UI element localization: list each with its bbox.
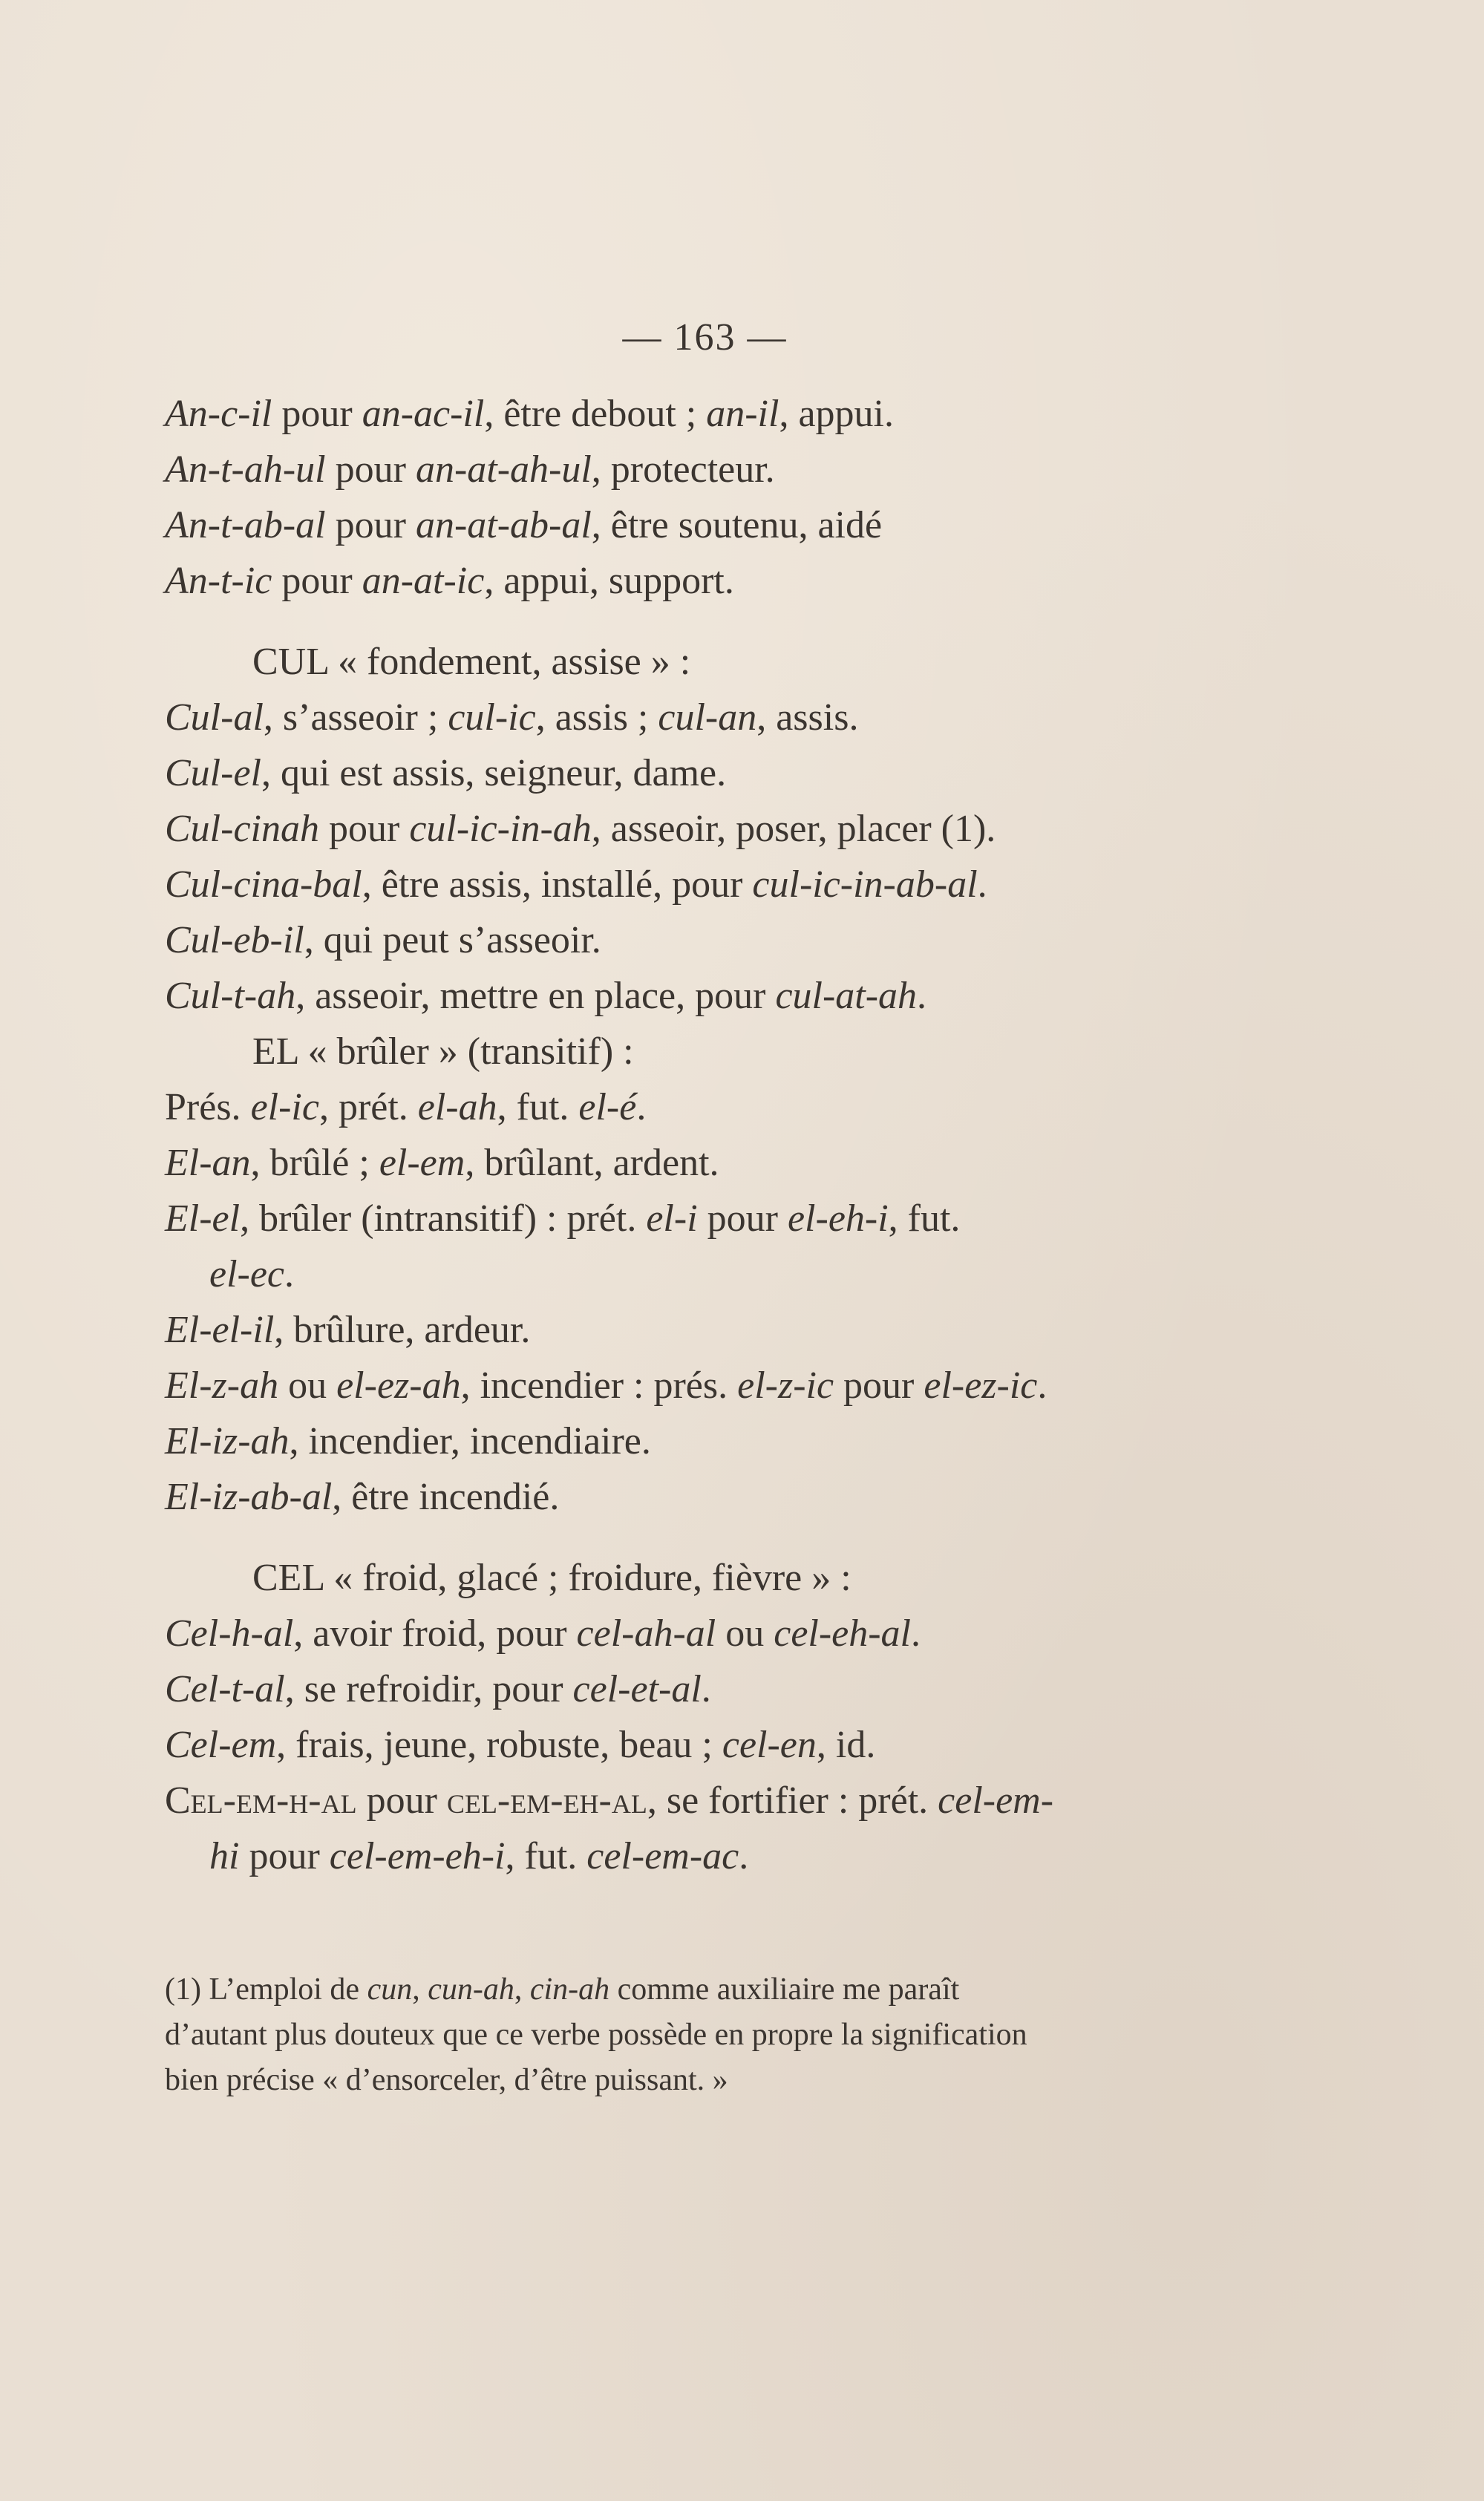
text-line — [165, 497, 1249, 553]
text-run: pour — [318, 808, 410, 850]
text-run: , être soutenu, aidé — [591, 504, 883, 546]
text-run: , brûlé ; — [250, 1142, 379, 1184]
text-run: , brûlure, ardeur. — [274, 1309, 531, 1351]
text-run: , incendier, incendiaire. — [289, 1420, 651, 1462]
text-run: Prés. — [165, 1086, 251, 1128]
text-run: pour — [272, 393, 362, 435]
italic-term: cul-ic-in-ah — [409, 808, 592, 850]
text-run: , appui. — [779, 393, 894, 435]
italic-term: an-at-ab-al — [415, 504, 592, 546]
italic-term: el-ez-ic — [924, 1364, 1038, 1407]
text-run: , — [412, 1972, 428, 2007]
text-line — [165, 1302, 1249, 1358]
italic-term: An-t-ah-ul — [165, 448, 326, 491]
text-run: . — [917, 975, 927, 1017]
text-run: . — [1037, 1364, 1047, 1407]
italic-term: el-em — [379, 1142, 465, 1184]
section-heading-cul — [165, 634, 1249, 690]
text-run: , fut. — [497, 1086, 579, 1128]
italic-term: hi — [209, 1835, 240, 1877]
text-run: , id. — [816, 1724, 876, 1766]
text-line — [165, 1773, 1249, 1828]
italic-term: an-ac-il — [362, 393, 485, 435]
text-line-continuation — [165, 1828, 1249, 1884]
italic-term: cel-ah-al — [576, 1612, 716, 1655]
italic-term: el-z-ic — [737, 1364, 834, 1407]
text-line — [165, 1661, 1249, 1717]
italic-term: el-ez-ah — [336, 1364, 461, 1407]
text-line — [165, 386, 1249, 442]
italic-term: Cul-al — [165, 696, 264, 739]
text-line — [165, 1413, 1249, 1469]
italic-term: cel-en — [722, 1724, 817, 1766]
italic-term: cel-et-al — [572, 1668, 702, 1710]
text-run: , brûler (intransitif) : prét. — [240, 1197, 647, 1240]
italic-term: An-t-ab-al — [165, 504, 326, 546]
text-line — [165, 553, 1249, 609]
italic-term: Cel-em — [165, 1724, 277, 1766]
text-run: pour — [239, 1835, 330, 1877]
italic-term: An-c-il — [165, 393, 272, 435]
italic-term: cul-an — [658, 696, 757, 739]
italic-term: cel-em-eh-i — [329, 1835, 506, 1877]
text-run: , qui peut s’asseoir. — [304, 919, 601, 961]
text-line — [165, 857, 1249, 912]
text-run: pour — [325, 504, 416, 546]
italic-term: El-iz-ah — [165, 1420, 290, 1462]
text-line — [165, 1717, 1249, 1773]
italic-term: el-ic — [250, 1086, 319, 1128]
italic-term: cel-em- — [938, 1779, 1054, 1822]
italic-term: Cul-cina-bal — [165, 863, 362, 906]
italic-term: el-i — [646, 1197, 698, 1240]
text-run: pour — [697, 1197, 788, 1240]
text-line — [165, 1191, 1249, 1246]
italic-term: el-ah — [417, 1086, 497, 1128]
text-run: pour — [834, 1364, 924, 1407]
text-run: pour — [356, 1779, 447, 1822]
text-run: , prét. — [318, 1086, 418, 1128]
text-line — [165, 745, 1249, 801]
text-line — [165, 442, 1249, 497]
text-run: , assis. — [756, 696, 859, 739]
text-line — [165, 801, 1249, 857]
text-run: CEL « froid, glacé ; froidure, fièvre » : — [252, 1557, 851, 1599]
text-run: EL « brûler » (transitif) : — [252, 1030, 634, 1073]
text-run: pour — [272, 560, 362, 602]
text-line — [165, 912, 1249, 968]
italic-term: Cul-t-ah — [165, 975, 296, 1017]
italic-term: cel-eh-al — [774, 1612, 912, 1655]
text-run: (1) L’emploi de — [165, 1972, 367, 2007]
text-run: , être assis, installé, pour — [362, 863, 753, 906]
text-line — [165, 1358, 1249, 1413]
italic-term: Cel-h-al — [165, 1612, 294, 1655]
text-run: , se refroidir, pour — [284, 1668, 573, 1710]
italic-term: Cel-t-al — [165, 1668, 285, 1710]
text-run: . — [701, 1668, 711, 1710]
italic-term: El-iz-ab-al — [165, 1476, 333, 1518]
page-number: — 163 — — [622, 316, 788, 359]
italic-term: el-é — [578, 1086, 637, 1128]
page-body — [165, 386, 1249, 1884]
text-run: . — [636, 1086, 647, 1128]
text-run: , s’asseoir ; — [263, 696, 448, 739]
italic-term: An-t-ic — [165, 560, 272, 602]
footnote-line — [165, 2058, 1249, 2103]
italic-term: Cul-el — [165, 752, 261, 794]
text-run: , fut. — [888, 1197, 961, 1240]
text-run: CUL « fondement, assise » : — [252, 641, 691, 683]
italic-term: Cul-cinah — [165, 808, 319, 850]
italic-term: cel-em-ac — [586, 1835, 739, 1877]
text-run: , appui, support. — [484, 560, 734, 602]
text-run: , incendier : prés. — [460, 1364, 738, 1407]
italic-term: cun-ah — [428, 1972, 514, 2007]
italic-term: cul-ic-in-ab-al — [752, 863, 978, 906]
text-run: , brûlant, ardent. — [465, 1142, 719, 1184]
text-line-continuation — [165, 1246, 1249, 1302]
text-run: , qui est assis, seigneur, dame. — [261, 752, 727, 794]
text-run: , asseoir, poser, placer (1). — [591, 808, 996, 850]
italic-term: an-il — [706, 393, 779, 435]
italic-term: El-el — [165, 1197, 241, 1240]
text-line — [165, 690, 1249, 745]
italic-term: Cul-eb-il — [165, 919, 304, 961]
text-line — [165, 1135, 1249, 1191]
italic-term: el-eh-i — [787, 1197, 889, 1240]
text-run: d’autant plus douteux que ce verbe possède en propre la signification — [165, 2018, 1027, 2052]
footnote — [165, 1967, 1249, 2103]
text-line — [165, 968, 1249, 1024]
text-run: bien précise « d’ensorceler, d’être puissant. » — [165, 2063, 728, 2097]
text-run: . — [739, 1835, 749, 1877]
text-run: comme auxiliaire me paraît — [609, 1972, 960, 2007]
text-run: , asseoir, mettre en place, pour — [295, 975, 776, 1017]
italic-term: an-at-ah-ul — [415, 448, 592, 491]
footnote-line — [165, 2013, 1249, 2058]
italic-term: cin-ah — [529, 1972, 610, 2007]
small-caps-term: Cel-em-h-al — [165, 1779, 357, 1822]
text-run: , assis ; — [535, 696, 658, 739]
italic-term: El-el-il — [165, 1309, 275, 1351]
text-run: pour — [325, 448, 416, 491]
italic-term: cul-at-ah — [775, 975, 918, 1017]
section-heading-el — [165, 1024, 1249, 1079]
text-run: , protecteur. — [591, 448, 775, 491]
text-run: ou — [716, 1612, 774, 1655]
italic-term: El-z-ah — [165, 1364, 279, 1407]
italic-term: cun — [367, 1972, 413, 2007]
text-run: . — [911, 1612, 921, 1655]
text-run: , être debout ; — [484, 393, 707, 435]
italic-term: el-ec — [209, 1253, 285, 1295]
text-run: , frais, jeune, robuste, beau ; — [276, 1724, 722, 1766]
footnote-line — [165, 1967, 1249, 2013]
text-run: . — [284, 1253, 295, 1295]
small-caps-term: cel-em-eh-al — [446, 1779, 647, 1822]
text-run: , fut. — [505, 1835, 587, 1877]
text-run: , avoir froid, pour — [293, 1612, 577, 1655]
italic-term: El-an — [165, 1142, 251, 1184]
text-line — [165, 1606, 1249, 1661]
text-run: , être incendié. — [332, 1476, 560, 1518]
text-run: , se fortifier : prét. — [647, 1779, 938, 1822]
text-line — [165, 1079, 1249, 1135]
text-run: . — [977, 863, 987, 906]
italic-term: an-at-ic — [362, 560, 485, 602]
section-heading-cel — [165, 1550, 1249, 1606]
text-run: , — [514, 1972, 530, 2007]
text-line — [165, 1469, 1249, 1525]
text-run: ou — [278, 1364, 337, 1407]
italic-term: cul-ic — [448, 696, 536, 739]
